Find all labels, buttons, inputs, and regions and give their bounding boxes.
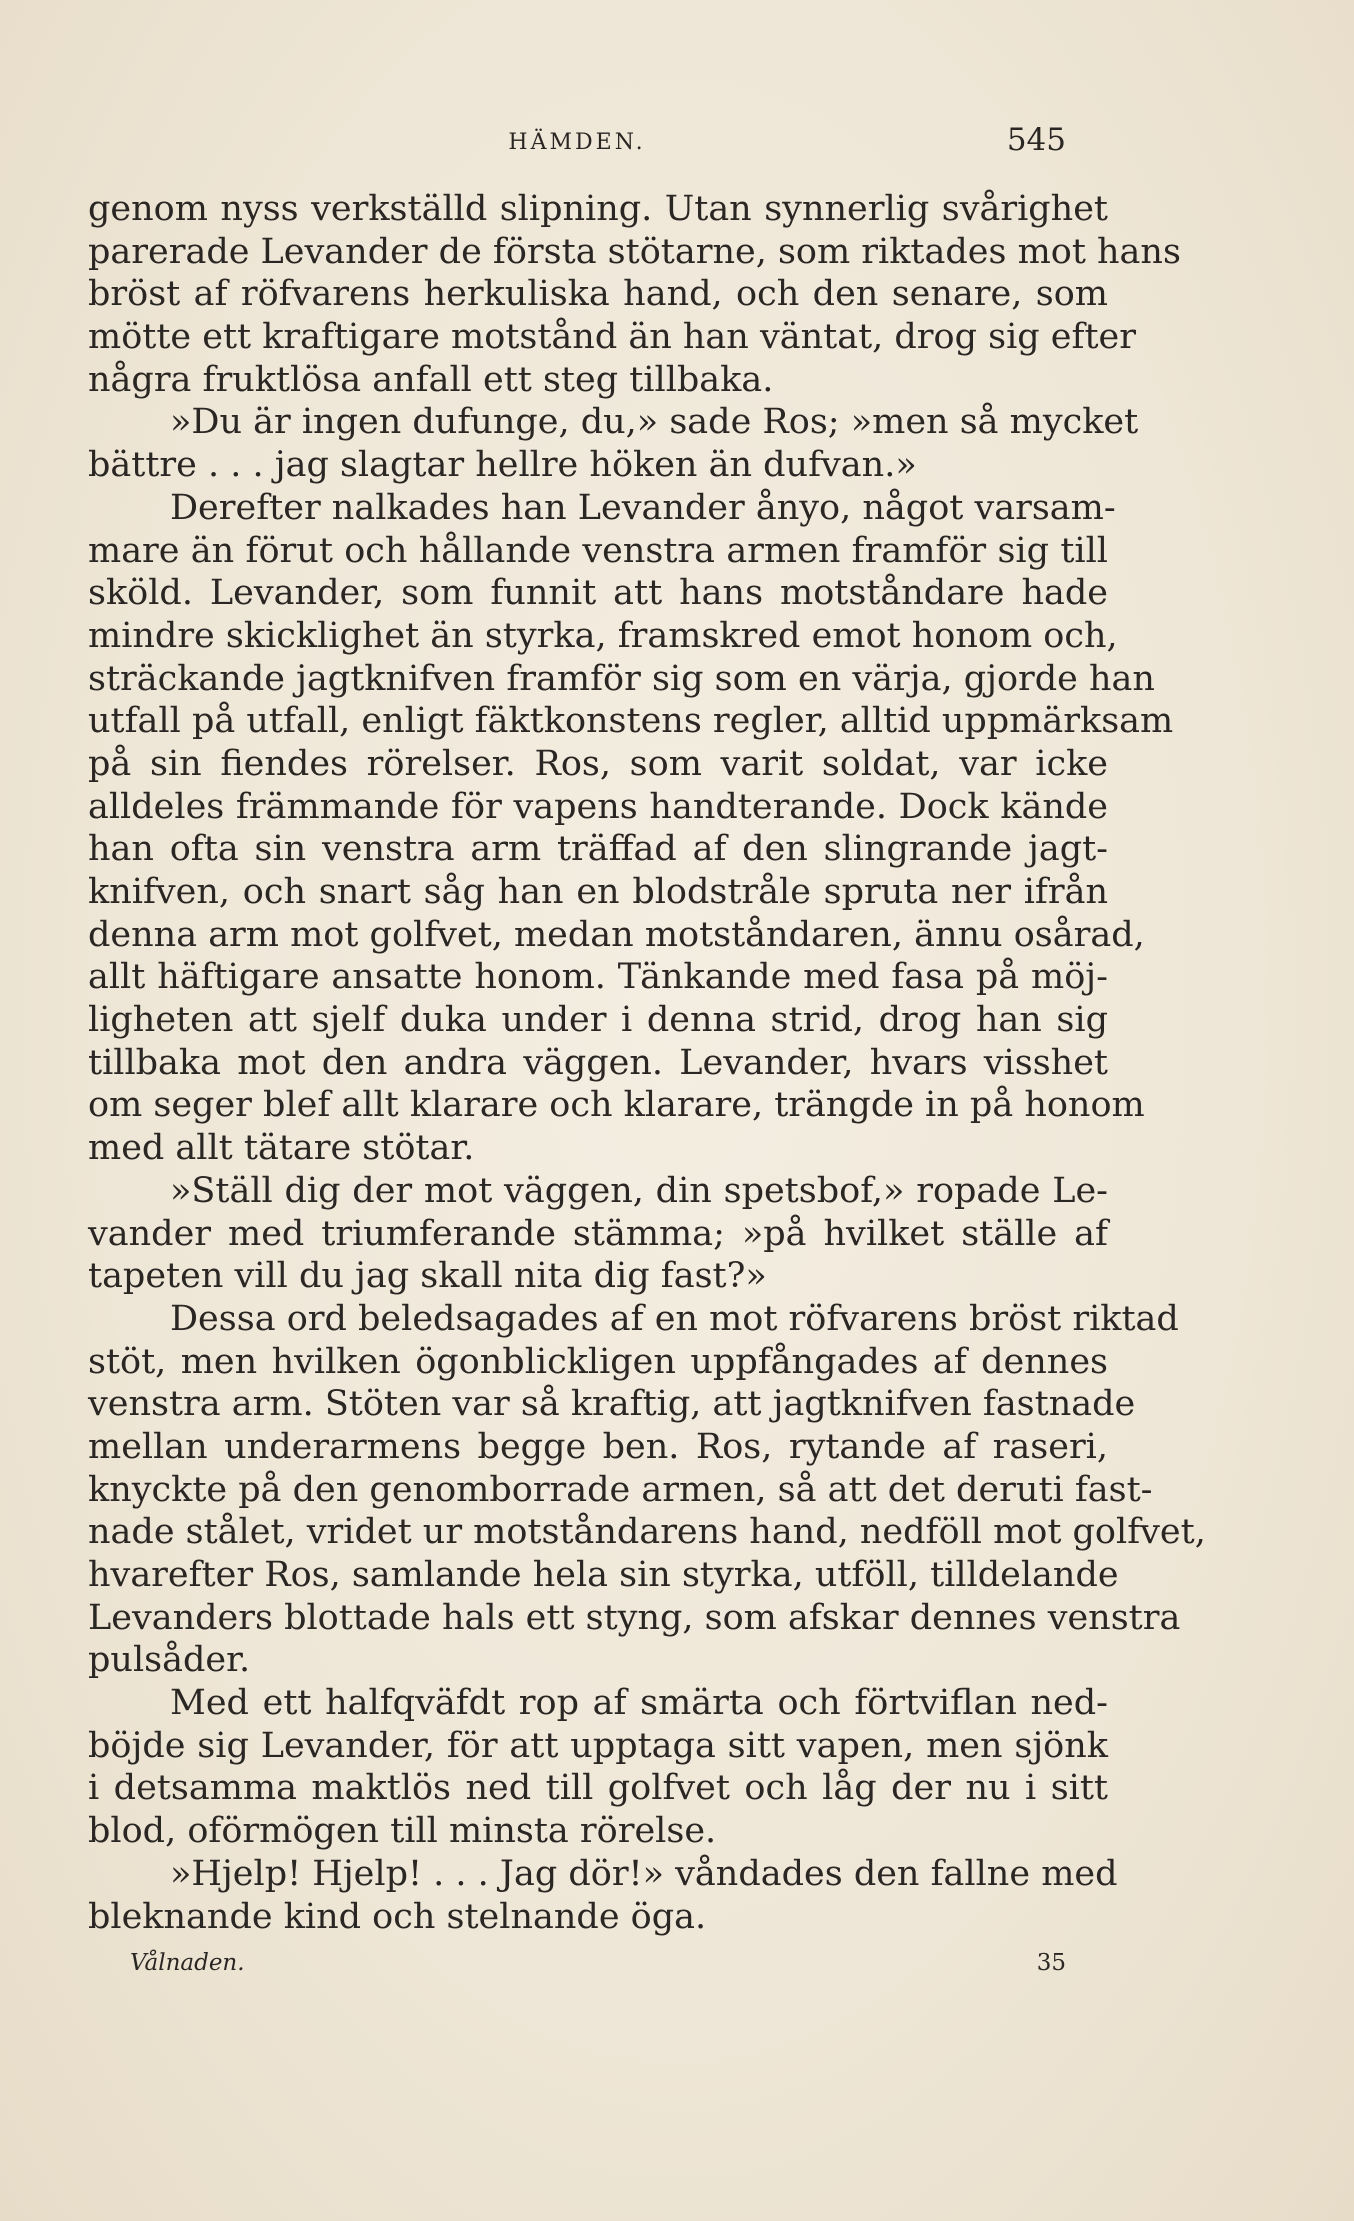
text-line: ligheten att sjelf duka under i denna strid, drog han sig — [88, 1000, 1108, 1041]
text-line: knifven, och snart såg han en blodstråle spruta ner ifrån — [88, 872, 1108, 912]
text-line: Derefter nalkades han Levander ånyo, något varsam- — [170, 487, 1116, 528]
text-line: allt häftigare ansatte honom. Tänkande med fasa på möj- — [88, 957, 1108, 998]
text-line: Dessa ord beledsagades af en mot röfvarens bröst riktad — [170, 1298, 1179, 1339]
page-footer — [130, 1950, 1066, 1990]
text-line: pulsåder. — [88, 1640, 251, 1681]
text-line: böjde sig Levander, för att upptaga sitt vapen, men sjönk — [88, 1725, 1108, 1766]
text-line: på sin fiendes rörelser. Ros, som varit soldat, var icke — [88, 743, 1108, 784]
text-line: mötte ett kraftigare motstånd än han väntat, drog sig efter — [88, 317, 1136, 358]
signature-mark: Vålnaden. — [130, 1950, 245, 1976]
text-line: med allt tätare stötar. — [88, 1128, 475, 1169]
text-line: denna arm mot golfvet, medan motståndaren, ännu osårad, — [88, 914, 1145, 955]
text-line: parerade Levander de första stötarne, som riktades mot hans — [88, 231, 1181, 272]
text-line: »Du är ingen dufunge, du,» sade Ros; »men så mycket — [170, 402, 1139, 443]
text-line: venstra arm. Stöten var så kraftig, att jagtknifven fastnade — [88, 1384, 1136, 1425]
text-line: hvarefter Ros, samlande hela sin styrka, utföll, tilldelande — [88, 1555, 1119, 1595]
text-line: genom nyss verkställd slipning. Utan synnerlig svårighet — [88, 189, 1108, 229]
page-header — [88, 118, 1066, 168]
text-line: bättre . . . jag slagtar hellre höken än dufvan.» — [88, 445, 917, 486]
text-line: Levanders blottade hals ett styng, som afskar dennes venstra — [88, 1597, 1181, 1638]
text-line: mellan underarmens begge ben. Ros, rytande af raseri, — [88, 1426, 1108, 1467]
text-line: Med ett halfqväfdt rop af smärta och förtviflan ned- — [170, 1683, 1108, 1724]
text-line: vander med triumferande stämma; »på hvilket ställe af — [88, 1213, 1108, 1254]
text-line: några fruktlösa anfall ett steg tillbaka. — [88, 359, 774, 400]
text-line: »Hjelp! Hjelp! . . . Jag dör!» våndades den fallne med — [170, 1853, 1118, 1894]
text-line: alldeles främmande för vapens handterande. Dock kände — [88, 786, 1108, 827]
text-line: sköld. Levander, som funnit att hans motståndare hade — [88, 573, 1108, 614]
body-text — [88, 188, 1206, 1938]
text-line: blod, oförmögen till minsta rörelse. — [88, 1811, 717, 1852]
running-head: HÄMDEN. — [508, 130, 646, 155]
page-number: 545 — [1006, 122, 1066, 158]
text-line: utfall på utfall, enligt fäktkonstens regler, alltid uppmärksam — [88, 701, 1174, 742]
text-line: han ofta sin venstra arm träffad af den slingrande jagt- — [88, 829, 1108, 870]
text-line: stöt, men hvilken ögonblickligen uppfångades af dennes — [88, 1341, 1108, 1382]
text-line: sträckande jagtknifven framför sig som en värja, gjorde han — [88, 658, 1155, 699]
text-line: nade stålet, vridet ur motståndarens hand, nedföll mot golfvet, — [88, 1512, 1206, 1553]
text-line: »Ställ dig der mot väggen, din spetsbof,» ropade Le- — [170, 1170, 1108, 1211]
text-line: mare än förut och hållande venstra armen framför sig till — [88, 530, 1108, 571]
text-line: mindre skicklighet än styrka, framskred emot honom och, — [88, 615, 1118, 656]
text-line: tillbaka mot den andra väggen. Levander, hvars visshet — [88, 1042, 1108, 1083]
text-line: i detsamma maktlös ned till golfvet och låg der nu i sitt — [88, 1768, 1108, 1809]
text-line: bleknande kind och stelnande öga. — [88, 1896, 707, 1937]
text-line: bröst af röfvarens herkuliska hand, och den senare, som — [88, 274, 1108, 315]
sheet-number: 35 — [1036, 1950, 1066, 1976]
text-line: om seger blef allt klarare och klarare, trängde in på honom — [88, 1085, 1145, 1126]
text-line: knyckte på den genomborrade armen, så att det deruti fast- — [88, 1469, 1153, 1510]
text-line: tapeten vill du jag skall nita dig fast?» — [88, 1256, 767, 1297]
